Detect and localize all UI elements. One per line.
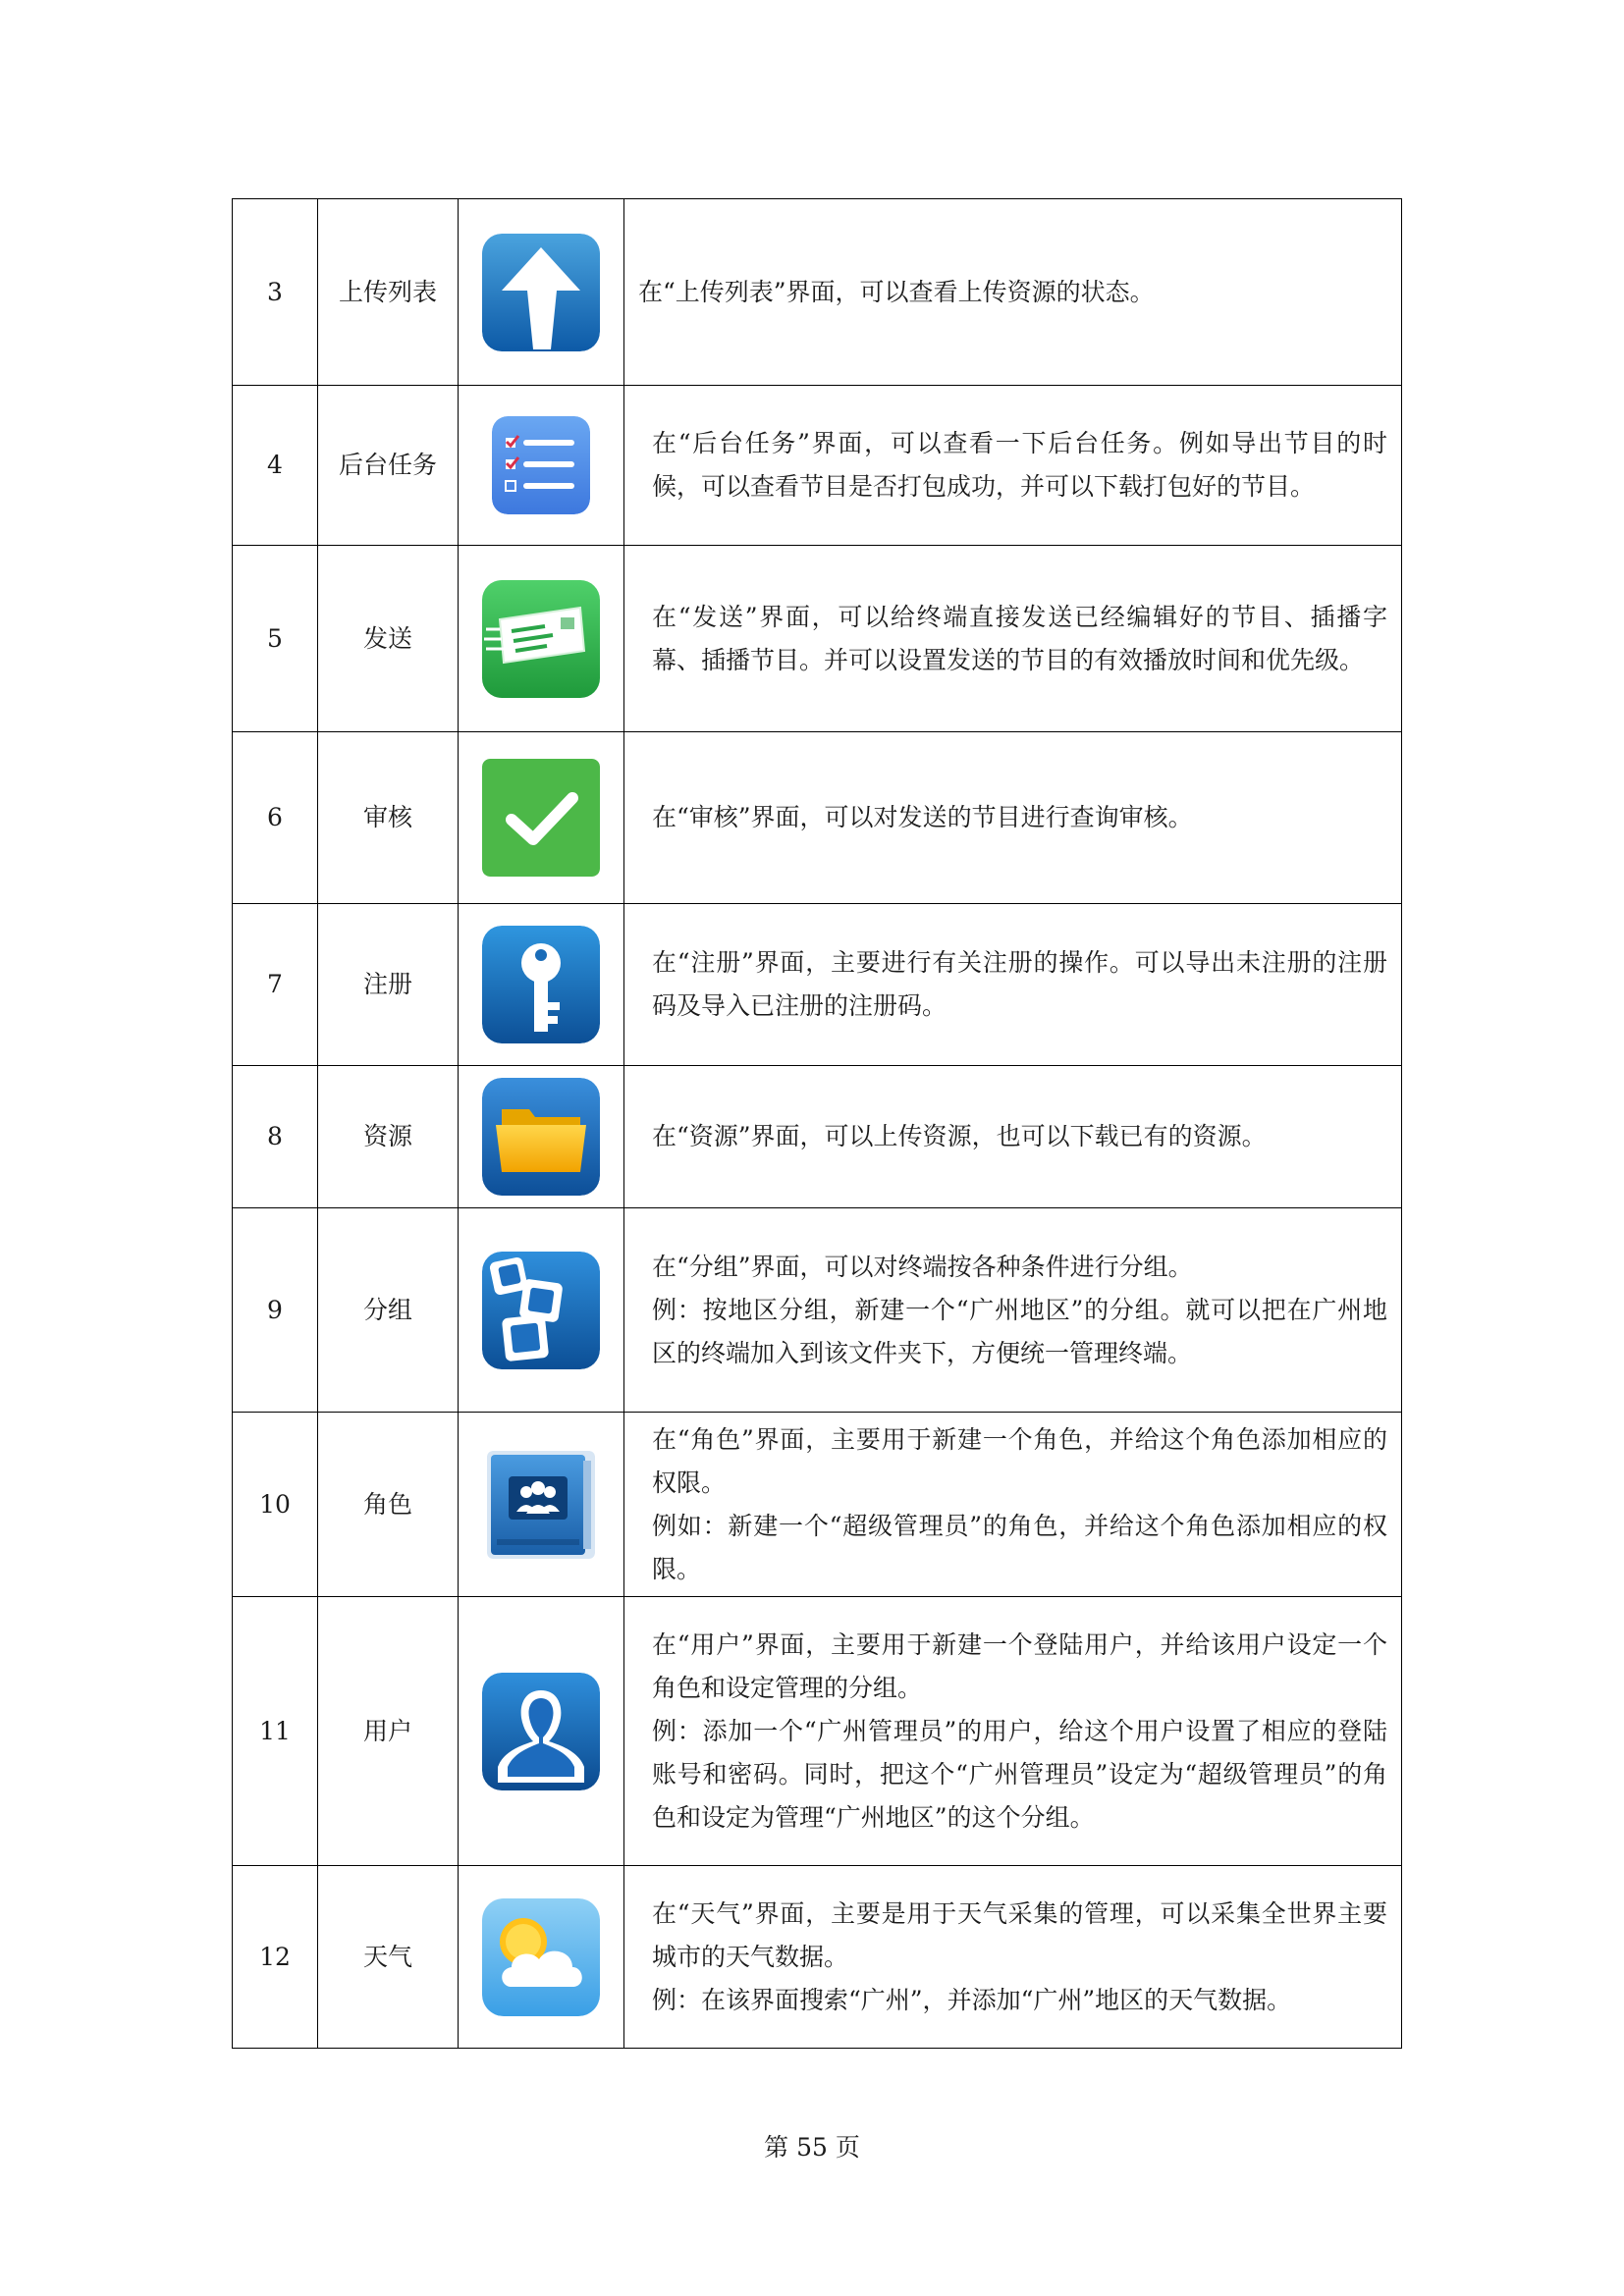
upload-arrow-icon bbox=[482, 234, 600, 351]
weather-sun-cloud-icon bbox=[482, 1898, 600, 2016]
description-text: 在“发送”界面，可以给终端直接发送已经编辑好的节目、插播字幕、插播节目。并可以设置发送的节目的有效播放时间和优先级。 bbox=[652, 602, 1387, 674]
table-row bbox=[233, 1208, 1402, 1413]
feature-description bbox=[624, 199, 1402, 386]
icon-cell bbox=[459, 904, 624, 1066]
table-row bbox=[233, 904, 1402, 1066]
user-silhouette-icon bbox=[482, 1673, 600, 1790]
icon-cell bbox=[459, 1866, 624, 2049]
row-number: 10 bbox=[233, 1413, 318, 1597]
send-envelope-icon bbox=[482, 580, 600, 698]
page-number: 第 55 页 bbox=[764, 2133, 860, 2162]
task-list-icon bbox=[492, 416, 590, 514]
row-number: 4 bbox=[233, 386, 318, 546]
icon-cell bbox=[459, 546, 624, 732]
icon-cell bbox=[459, 1597, 624, 1866]
feature-name: 注册 bbox=[318, 904, 459, 1066]
feature-name: 资源 bbox=[318, 1066, 459, 1208]
feature-name: 角色 bbox=[318, 1413, 459, 1597]
feature-name: 用户 bbox=[318, 1597, 459, 1866]
feature-name: 分组 bbox=[318, 1208, 459, 1413]
feature-name: 发送 bbox=[318, 546, 459, 732]
feature-description bbox=[624, 1208, 1402, 1413]
table-row bbox=[233, 732, 1402, 904]
feature-description bbox=[624, 1066, 1402, 1208]
description-text: 在“角色”界面，主要用于新建一个角色，并给这个角色添加相应的权限。 bbox=[652, 1424, 1387, 1497]
description-text: 在“分组”界面，可以对终端按各种条件进行分组。 bbox=[652, 1252, 1193, 1281]
check-mark-icon bbox=[482, 759, 600, 877]
icon-cell bbox=[459, 386, 624, 546]
table-row bbox=[233, 386, 1402, 546]
feature-description bbox=[624, 546, 1402, 732]
description-text: 在“后台任务”界面，可以查看一下后台任务。例如导出节目的时候，可以查看节目是否打包成功，并可以下载打包好的节目。 bbox=[652, 429, 1387, 501]
description-text: 例：按地区分组，新建一个“广州地区”的分组。就可以把在广州地区的终端加入到该文件夹下，方便统一管理终端。 bbox=[652, 1295, 1387, 1367]
feature-description bbox=[624, 732, 1402, 904]
group-squares-icon bbox=[482, 1252, 600, 1369]
description-text: 在“资源”界面，可以上传资源，也可以下载已有的资源。 bbox=[652, 1122, 1267, 1150]
row-number: 8 bbox=[233, 1066, 318, 1208]
description-text: 例：添加一个“广州管理员”的用户，给这个用户设置了相应的登陆账号和密码。同时，把这个“广州管理员”设定为“超级管理员”的角色和设定为管理“广州地区”的这个分组。 bbox=[652, 1716, 1387, 1832]
description-text: 在“审核”界面，可以对发送的节目进行查询审核。 bbox=[652, 803, 1193, 831]
feature-description bbox=[624, 1413, 1402, 1597]
row-number: 9 bbox=[233, 1208, 318, 1413]
key-icon bbox=[482, 926, 600, 1043]
table-row bbox=[233, 1066, 1402, 1208]
feature-description bbox=[624, 1866, 1402, 2049]
feature-name: 审核 bbox=[318, 732, 459, 904]
icon-cell bbox=[459, 1208, 624, 1413]
row-number: 7 bbox=[233, 904, 318, 1066]
table-row bbox=[233, 1413, 1402, 1597]
feature-description bbox=[624, 1597, 1402, 1866]
folder-icon bbox=[482, 1078, 600, 1196]
feature-name: 上传列表 bbox=[318, 199, 459, 386]
row-number: 6 bbox=[233, 732, 318, 904]
icon-cell bbox=[459, 732, 624, 904]
description-text: 例：在该界面搜索“广州”，并添加“广州”地区的天气数据。 bbox=[652, 1985, 1292, 2014]
feature-description bbox=[624, 386, 1402, 546]
table-row bbox=[233, 1597, 1402, 1866]
description-text: 在“注册”界面，主要进行有关注册的操作。可以导出未注册的注册码及导入已注册的注册码。 bbox=[652, 948, 1387, 1020]
row-number: 3 bbox=[233, 199, 318, 386]
table-row bbox=[233, 199, 1402, 386]
description-text: 在“用户”界面，主要用于新建一个登陆用户，并给该用户设定一个角色和设定管理的分组。 bbox=[652, 1629, 1387, 1702]
row-number: 12 bbox=[233, 1866, 318, 2049]
icon-cell bbox=[459, 199, 624, 386]
description-text: 在“上传列表”界面，可以查看上传资源的状态。 bbox=[638, 277, 1155, 306]
row-number: 11 bbox=[233, 1597, 318, 1866]
role-people-icon bbox=[487, 1451, 595, 1559]
feature-name: 天气 bbox=[318, 1866, 459, 2049]
table-row bbox=[233, 546, 1402, 732]
description-text: 在“天气”界面，主要是用于天气采集的管理，可以采集全世界主要城市的天气数据。 bbox=[652, 1898, 1387, 1971]
feature-description bbox=[624, 904, 1402, 1066]
table-row bbox=[233, 1866, 1402, 2049]
icon-cell bbox=[459, 1413, 624, 1597]
icon-cell bbox=[459, 1066, 624, 1208]
feature-table bbox=[232, 198, 1402, 2049]
description-text: 例如：新建一个“超级管理员”的角色，并给这个角色添加相应的权限。 bbox=[652, 1511, 1387, 1583]
row-number: 5 bbox=[233, 546, 318, 732]
feature-name: 后台任务 bbox=[318, 386, 459, 546]
